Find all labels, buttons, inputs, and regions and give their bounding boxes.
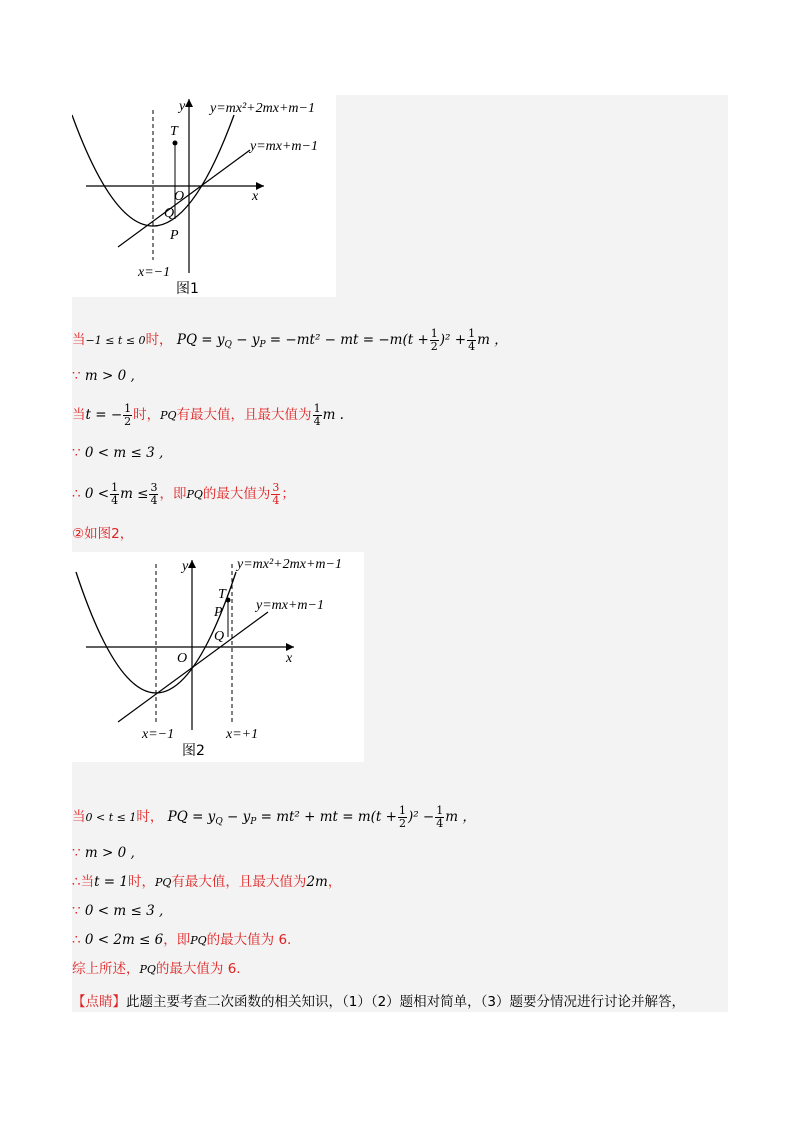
label-q: Q (164, 206, 175, 221)
label-y: y (179, 99, 186, 114)
point-t-dot (173, 141, 178, 146)
label-dashed-right: x=+1 (226, 727, 259, 742)
case2-line4: ∵ 0 < m ≤ 3 , (72, 903, 164, 919)
x-axis-arrow (286, 643, 294, 651)
case1-line4: ∵ 0 < m ≤ 3 , (72, 445, 164, 461)
label-origin: O (177, 651, 188, 666)
label-dashed-left: x=−1 (142, 727, 175, 742)
case2-line2: ∵ m > 0 , (72, 845, 135, 861)
comment-line (72, 990, 685, 1010)
label-parabola: y=mx²+2mx+m−1 (237, 557, 342, 572)
case1-line2: ∵ m > 0 , (72, 368, 135, 384)
label-line: y=mx+m−1 (256, 598, 324, 613)
label-x: x (252, 189, 259, 204)
label-p: P (170, 228, 179, 243)
label-parabola: y=mx²+2mx+m−1 (210, 101, 315, 116)
case2-line1: 当0 < t ≤ 1时， PQ = $y_Q - y_P = mt^2$ + mt = m(t + $\frac{1}{2}$ )² − $\frac{1}{4}$ m ， (72, 804, 476, 830)
case2-line5: ∴ 0 < 2m ≤ 6，即PQ的最大值为 6. (72, 932, 292, 948)
comment-tag: 【点睛】 (72, 994, 126, 1010)
y-axis-arrow (185, 99, 193, 107)
figure-2-caption: 图2 (182, 743, 205, 759)
label-t: T (170, 124, 178, 139)
straight-line (118, 612, 268, 722)
case2-title: ②如图2， (72, 526, 134, 542)
comment-text: 此题主要考查二次函数的相关知识，（1）（2）题相对简单，（3）题要分情况进行讨论并解答， (126, 994, 686, 1010)
figure-2 (72, 552, 364, 762)
label-x: x (286, 651, 293, 666)
label-origin: O (174, 189, 185, 204)
case1-line3: 当t = − $\frac{1}{2}$ 时，PQ有最大值，且最大值为 $\frac{1}{4}$ m . (72, 402, 344, 428)
figure-1-graph (72, 95, 336, 297)
label-t: T (218, 587, 226, 602)
label-y: y (182, 559, 189, 574)
point-t-dot (226, 598, 231, 603)
case2-summary: 综上所述，PQ的最大值为 6. (72, 961, 241, 977)
y-axis-arrow (188, 560, 196, 568)
figure-2-graph (72, 552, 364, 762)
parabola-curve (76, 572, 236, 693)
label-q: Q (214, 629, 225, 644)
figure-1 (72, 95, 336, 297)
case2-line3: ∴当t = 1时，PQ有最大值，且最大值为2m， (72, 874, 342, 890)
case1-line1: 当−1 ≤ t ≤ 0时， PQ = $y_Q - y_P = -mt^2$ − mt = −m(t + $\frac{1}{2}$ )² + $\frac{1}{4}$ m ， (72, 327, 508, 353)
label-p: P (214, 605, 223, 620)
figure-1-caption: 图1 (176, 281, 199, 297)
label-line: y=mx+m−1 (250, 139, 318, 154)
case1-line5: ∴ 0 < $\frac{1}{4}$ m ≤ $\frac{3}{4}$ ，即PQ的最大值为 $\frac{3}{4}$ ； (72, 481, 295, 507)
label-dashed: x=−1 (138, 265, 171, 280)
